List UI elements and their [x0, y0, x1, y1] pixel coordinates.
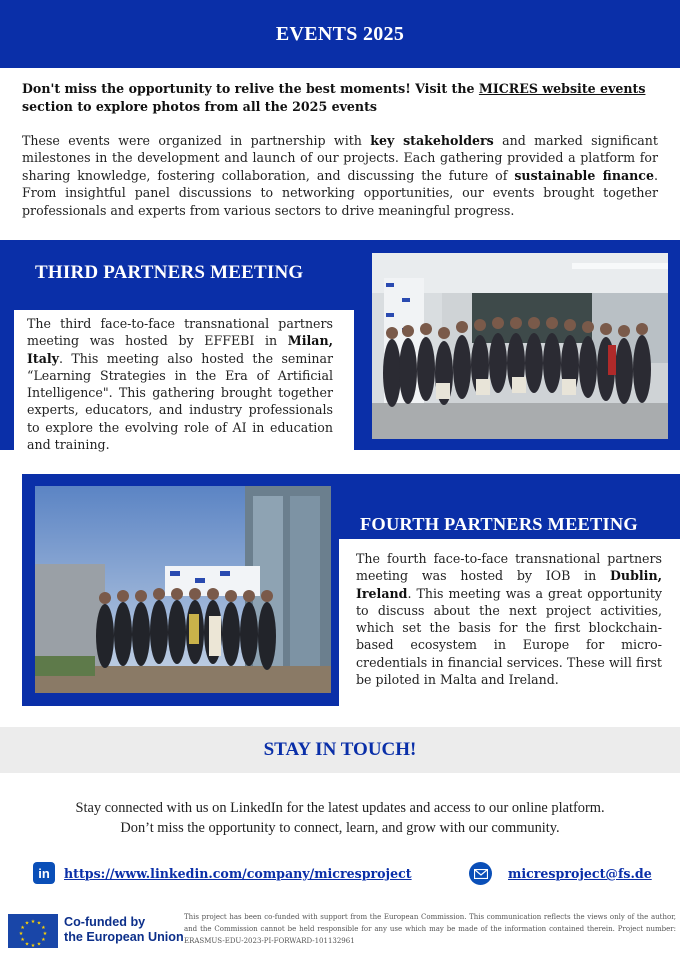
- fourth-meeting-photo: [35, 486, 331, 693]
- events-paragraph: [22, 132, 658, 219]
- email-link[interactable]: micresproject@fs.de: [508, 866, 652, 881]
- svg-text:★: ★: [36, 941, 42, 948]
- page-title: EVENTS 2025: [275, 22, 405, 45]
- eu-flag-icon: [8, 914, 58, 948]
- svg-text:★: ★: [24, 941, 30, 948]
- fourth-text-2: . This meeting was a great opportunity to discuss about the next project activities, which set the basis for the first blockchain-based ecosystem in Europe for micro-credentials in financial services. These will first be piloted in Malta and Ireland.: [356, 585, 662, 688]
- third-text-2: . This meeting also hosted the seminar “Learning Strategies in the Era of Artificial Intelligence". This gathering brought together experts, educators, and industry professionals to explore the evolving role of AI in education and training.: [27, 350, 333, 453]
- header-band: [0, 0, 680, 68]
- para-part-2: and marked significant milestones in the development and launch of our projects. Each gathering provided a platform for sharing knowledge, fostering collaboration, and discussing the future of: [22, 133, 658, 183]
- stay-in-touch-title: STAY IN TOUCH!: [263, 739, 417, 760]
- fourth-meeting-title: FOURTH PARTNERS MEETING: [360, 514, 638, 534]
- fourth-place: Dublin, Ireland: [356, 568, 662, 601]
- para-bold-1: key stakeholders: [370, 133, 494, 148]
- eu-line-2: the European Union: [64, 930, 184, 944]
- mail-icon[interactable]: [469, 862, 492, 885]
- third-meeting-text: [27, 315, 333, 453]
- intro-after: section to explore photos from all the 2025 events: [22, 98, 377, 114]
- svg-text:★: ★: [36, 920, 42, 927]
- co-funded-label: [64, 915, 184, 945]
- para-part-1: These events were organized in partnership with: [22, 133, 371, 148]
- svg-text:★: ★: [24, 920, 30, 927]
- para-bold-2: sustainable finance: [514, 167, 654, 183]
- linkedin-link[interactable]: https://www.linkedin.com/company/micresproject: [64, 866, 412, 881]
- svg-text:★: ★: [18, 931, 24, 937]
- touch-line-2: Don’t miss the opportunity to connect, learn, and grow with our community.: [120, 820, 560, 836]
- third-meeting-title: THIRD PARTNERS MEETING: [35, 262, 304, 283]
- third-meeting-photo: [372, 253, 668, 439]
- third-text-1: The third face-to-face transnational partners meeting was hosted by EFFEBI in: [27, 316, 333, 349]
- svg-text:★: ★: [20, 925, 25, 931]
- svg-text:★: ★: [20, 937, 25, 943]
- micres-events-link[interactable]: MICRES website events: [478, 81, 646, 96]
- para-part-3: . From insightful panel discussions to networking opportunities, our events brought together professionals and experts from various sectors to drive meaningful progress.: [22, 167, 658, 218]
- stay-in-touch-band: [0, 727, 680, 773]
- linkedin-icon[interactable]: in: [33, 862, 55, 884]
- intro-text: [22, 80, 658, 115]
- svg-text:★: ★: [41, 937, 46, 943]
- touch-line-1: Stay connected with us on LinkedIn for the latest updates and access to our online platform.: [75, 800, 605, 816]
- fourth-text-1: The fourth face-to-face transnational partners meeting was hosted by IOB in: [356, 551, 662, 584]
- svg-text:★: ★: [30, 943, 36, 948]
- stay-in-touch-text: [20, 798, 660, 838]
- intro-before: Don't miss the opportunity to relive the best moments! Visit the: [22, 81, 479, 96]
- fourth-meeting-text: [356, 550, 662, 688]
- svg-text:★: ★: [41, 925, 46, 931]
- svg-text:★: ★: [42, 931, 48, 937]
- third-place: Milan, Italy: [27, 333, 333, 366]
- eu-line-1: Co-funded by: [64, 915, 146, 929]
- svg-text:★: ★: [30, 919, 36, 925]
- disclaimer-text: This project has been co-funded with support from the European Commission. This communication reflects the views only of the author, and the Commission cannot be held responsible for any use which may be made of the information contained therein. Project number: ERASMUS-EDU-2023-PI-FORWARD-101132961: [184, 913, 676, 945]
